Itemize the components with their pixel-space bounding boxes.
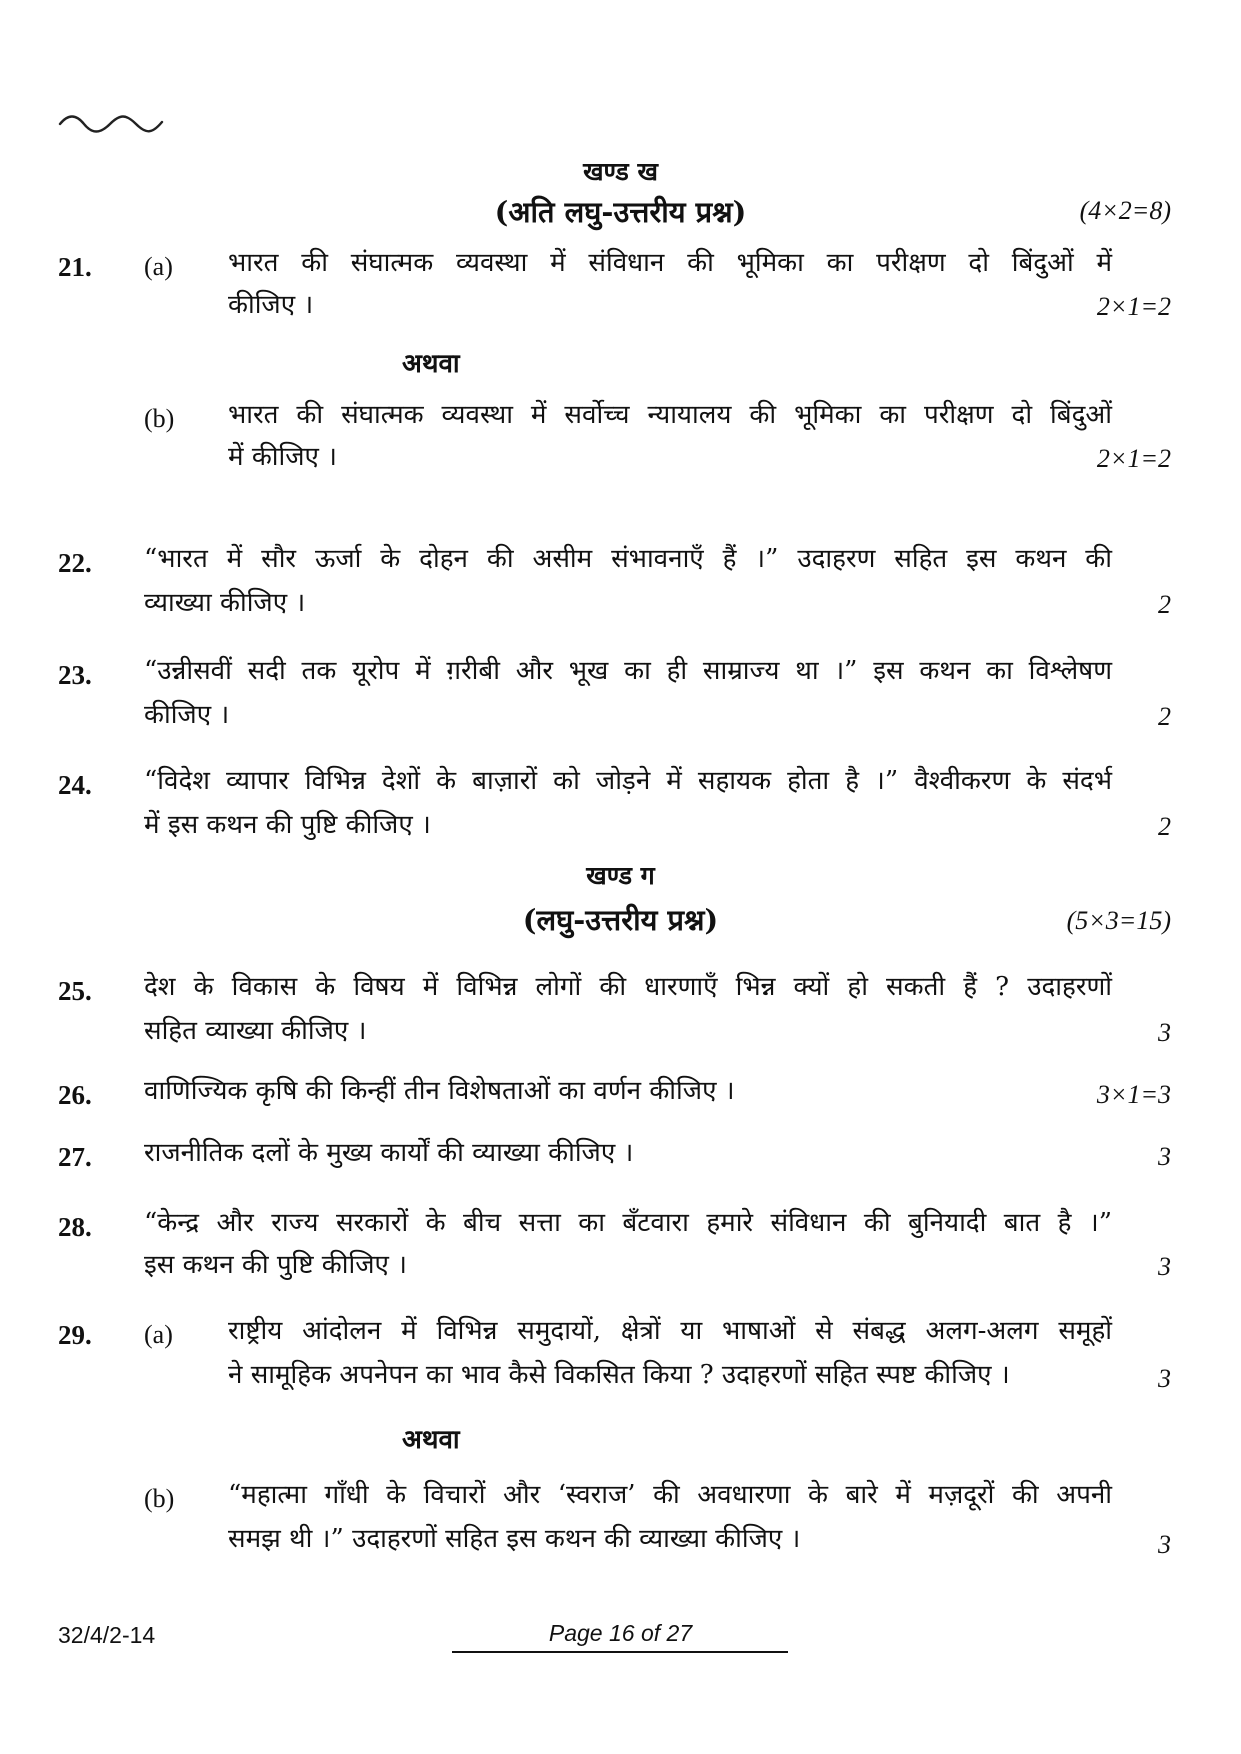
marks-label: 2 — [1158, 702, 1171, 731]
marks-label: 2 — [1158, 812, 1171, 841]
question-text: “उन्नीसवीं सदी तक यूरोप में ग़रीबी और भूख का ही साम्राज्य था ।” इस कथन का विश्लेषण — [144, 656, 1112, 686]
option-label-a: (a) — [144, 252, 173, 281]
marks-label: 3 — [1158, 1530, 1171, 1559]
question-text: में इस कथन की पुष्टि कीजिए । — [144, 810, 431, 840]
question-number: 23. — [58, 660, 92, 690]
question-text: “महात्मा गाँधी के विचारों और ‘स्वराज’ की अवधारणा के बारे में मज़दूरों की अपनी — [228, 1480, 1112, 1510]
marks-label: 3×1=3 — [1096, 1080, 1171, 1109]
question-text: राष्ट्रीय आंदोलन में विभिन्न समुदायों, क्षेत्रों या भाषाओं से संबद्ध अलग-अलग समूहों — [228, 1316, 1112, 1346]
question-text: राजनीतिक दलों के मुख्य कार्यों की व्याख्या कीजिए । — [144, 1138, 634, 1168]
question-text: कीजिए । — [228, 290, 314, 320]
question-number: 22. — [58, 548, 92, 578]
or-separator: अथवा — [402, 1425, 460, 1455]
question-number: 27. — [58, 1142, 92, 1172]
question-number: 28. — [58, 1212, 92, 1242]
question-text: ने सामूहिक अपनेपन का भाव कैसे विकसित किया ? उदाहरणों सहित स्पष्ट कीजिए । — [228, 1360, 1010, 1390]
section-b-subtitle: (अति लघु-उत्तरीय प्रश्न) — [494, 195, 747, 229]
option-label-b: (b) — [144, 404, 175, 433]
marks-label: 3 — [1158, 1142, 1171, 1171]
question-number: 29. — [58, 1320, 92, 1350]
question-text: कीजिए । — [144, 700, 230, 730]
question-text: समझ थी ।” उदाहरणों सहित इस कथन की व्याख्या कीजिए । — [228, 1524, 801, 1554]
marks-label: 2 — [1158, 590, 1171, 619]
option-label-b: (b) — [144, 1484, 175, 1513]
marks-label: 2×1=2 — [1096, 292, 1171, 321]
section-c-title: खण्ड ग — [586, 861, 655, 890]
question-text: सहित व्याख्या कीजिए । — [144, 1016, 367, 1046]
paper-code: 32/4/2-14 — [58, 1622, 156, 1648]
section-c-subtitle: (लघु-उत्तरीय प्रश्न) — [522, 903, 719, 937]
wave-mark-icon — [58, 112, 164, 134]
section-c-marks: (5×3=15) — [1066, 906, 1171, 935]
or-separator: अथवा — [402, 349, 460, 379]
question-text: व्याख्या कीजिए । — [144, 588, 306, 618]
section-b-title: खण्ड ख — [583, 157, 658, 186]
question-text: “केन्द्र और राज्य सरकारों के बीच सत्ता का बँटवारा हमारे संविधान की बुनियादी बात है ।” — [144, 1208, 1112, 1238]
marks-label: 3 — [1158, 1018, 1171, 1047]
marks-label: 2×1=2 — [1096, 444, 1171, 473]
question-number: 25. — [58, 976, 92, 1006]
question-number: 24. — [58, 770, 92, 800]
question-number: 21. — [58, 252, 92, 282]
question-text: इस कथन की पुष्टि कीजिए । — [144, 1250, 408, 1280]
question-text: में कीजिए । — [228, 442, 338, 472]
question-text: भारत की संघात्मक व्यवस्था में संविधान की भूमिका का परीक्षण दो बिंदुओं में — [228, 248, 1112, 278]
question-text: देश के विकास के विषय में विभिन्न लोगों की धारणाएँ भिन्न क्यों हो सकती हैं ? उदाहरणों — [144, 972, 1112, 1002]
question-text: वाणिज्यिक कृषि की किन्हीं तीन विशेषताओं का वर्णन कीजिए । — [144, 1076, 735, 1106]
section-b-marks: (4×2=8) — [1079, 196, 1171, 225]
footer-divider — [452, 1651, 788, 1653]
question-text: भारत की संघात्मक व्यवस्था में सर्वोच्च न्यायालय की भूमिका का परीक्षण दो बिंदुओं — [228, 400, 1112, 430]
question-text: “विदेश व्यापार विभिन्न देशों के बाज़ारों को जोड़ने में सहायक होता है ।” वैश्वीकरण के संदर्भ — [144, 766, 1112, 796]
option-label-a: (a) — [144, 1320, 173, 1349]
question-number: 26. — [58, 1080, 92, 1110]
question-text: “भारत में सौर ऊर्जा के दोहन की असीम संभावनाएँ हैं ।” उदाहरण सहित इस कथन की — [144, 544, 1112, 574]
marks-label: 3 — [1158, 1252, 1171, 1281]
marks-label: 3 — [1158, 1364, 1171, 1393]
page-number: Page 16 of 27 — [548, 1620, 693, 1646]
